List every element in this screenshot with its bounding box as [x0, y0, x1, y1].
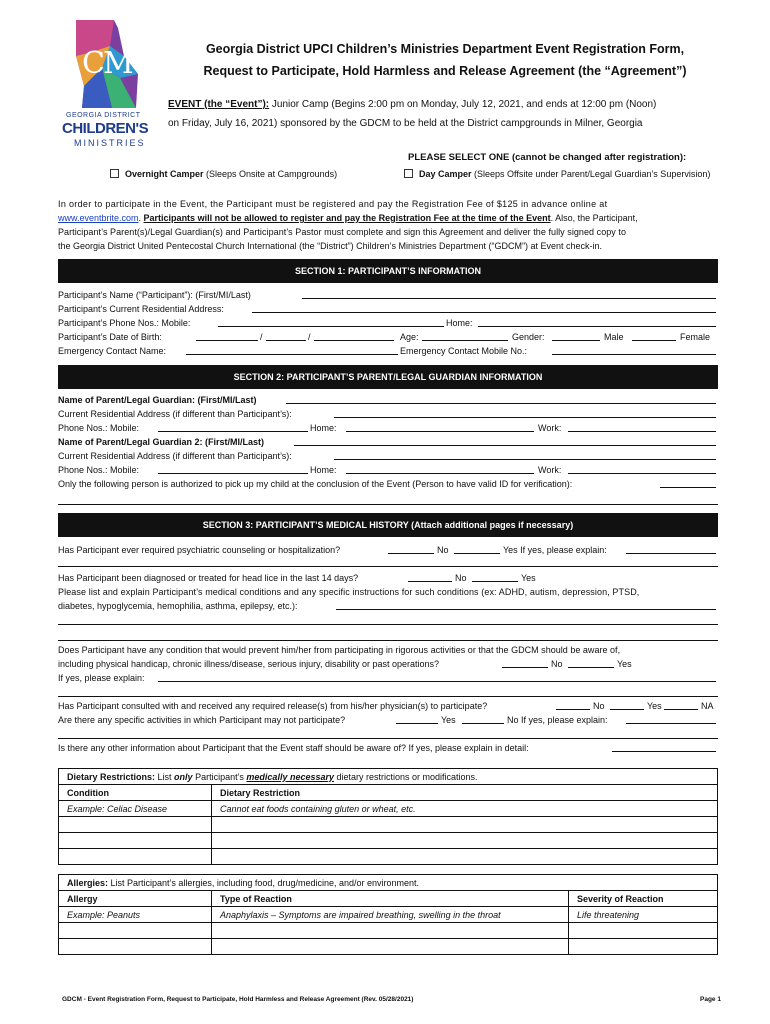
q-conditions-field[interactable]	[336, 609, 716, 610]
q-rigorous-no: No	[551, 659, 563, 669]
male-label: Male	[604, 332, 624, 342]
logo-line3: MINISTRIES	[74, 138, 146, 148]
male-field[interactable]	[552, 340, 600, 341]
day-label: Day Camper	[419, 169, 472, 179]
allergies-label: Allergies:	[67, 877, 109, 888]
q-psychiatric: Has Participant ever required psychiatric counseling or hospitalization?	[58, 545, 341, 555]
guardian2-mobile-field[interactable]	[158, 473, 308, 474]
footer-text: GDCM - Event Registration Form, Request to Participate, Hold Harmless and Release Agreement (Rev. 05/28/2021)	[62, 996, 414, 1003]
logo-line1: GEORGIA DISTRICT	[66, 112, 141, 119]
day-checkbox[interactable]	[404, 169, 413, 178]
q-physician-yes-field[interactable]	[610, 709, 644, 710]
q-rigorous-line[interactable]	[58, 696, 718, 697]
allergies-example-severity: Life threatening	[569, 907, 718, 923]
pickup-field-a[interactable]	[660, 487, 716, 488]
guardian1-name-label: Name of Parent/Legal Guardian: (First/MI/Last)	[58, 395, 257, 405]
allergies-cell[interactable]	[212, 939, 569, 955]
dietary-col-restriction: Dietary Restriction	[212, 785, 718, 801]
event-line2: on Friday, July 16, 2021) sponsored by the GDCM to be held at the District campgrounds in Milner, Georgia	[168, 118, 643, 129]
allergies-example-reaction: Anaphylaxis – Symptoms are impaired breathing, swelling in the throat	[212, 907, 569, 923]
logo-line2: CHILDREN'S	[62, 120, 149, 137]
page-number: Page 1	[700, 996, 721, 1003]
dob-month-field[interactable]	[196, 340, 258, 341]
overnight-note: (Sleeps Onsite at Campgrounds)	[203, 169, 338, 179]
intro-line4: the Georgia District United Pentecostal Church International (the “District”) Children’s Ministries Department (“GDCM”) at Event check-in.	[58, 241, 603, 251]
dietary-cell[interactable]	[212, 849, 718, 865]
guardian1-name-field[interactable]	[286, 403, 716, 404]
age-field[interactable]	[422, 340, 508, 341]
q-activities-no: No If yes, please explain:	[507, 715, 608, 725]
dietary-example-condition: Example: Celiac Disease	[59, 801, 212, 817]
guardian1-home-label: Home:	[310, 423, 337, 433]
q-head-lice-yes: Yes	[521, 573, 536, 583]
section2-header: SECTION 2: PARTICIPANT’S PARENT/LEGAL GUARDIAN INFORMATION	[58, 365, 718, 389]
q-conditions-line2: diabetes, hypoglycemia, hemophilia, asthma, epilepsy, etc.):	[58, 601, 298, 611]
select-heading: PLEASE SELECT ONE (cannot be changed after registration):	[408, 152, 687, 163]
guardian1-phone-label: Phone Nos.: Mobile:	[58, 423, 140, 433]
intro-line2-rest: . Also, the Participant,	[550, 213, 638, 223]
dietary-example-restriction: Cannot eat foods containing gluten or wheat, etc.	[212, 801, 718, 817]
q-psychiatric-explain-line[interactable]	[58, 566, 718, 567]
dob-day-field[interactable]	[266, 340, 306, 341]
participant-home-field[interactable]	[478, 326, 716, 327]
q-rigorous-line2: including physical handicap, chronic illness/disease, serious injury, disability or past operations?	[58, 659, 440, 669]
guardian1-work-field[interactable]	[568, 431, 716, 432]
dob-year-field[interactable]	[314, 340, 394, 341]
emergency-mobile-label: Emergency Contact Mobile No.:	[400, 346, 528, 356]
dietary-cell[interactable]	[59, 849, 212, 865]
participant-name-label: Participant’s Name (“Participant”): (First/MI/Last)	[58, 290, 251, 300]
dietary-cell[interactable]	[59, 817, 212, 833]
eventbrite-link[interactable]: www.eventbrite.com	[58, 213, 139, 223]
q-activities-no-field[interactable]	[462, 723, 504, 724]
guardian1-work-label: Work:	[538, 423, 562, 433]
participant-dob-label: Participant’s Date of Birth:	[58, 332, 162, 342]
allergies-header	[59, 875, 718, 891]
guardian2-address-field[interactable]	[334, 459, 716, 460]
guardian2-home-field[interactable]	[346, 473, 534, 474]
q-head-lice-no-field[interactable]	[408, 581, 452, 582]
q-conditions-line1: Please list and explain Participant’s medical conditions and any specific instructions for such conditions (ex: ADHD, autism, depression, PTSD,	[58, 587, 640, 597]
guardian1-address-field[interactable]	[334, 417, 716, 418]
q-physician-na: NA	[701, 701, 714, 711]
q-head-lice: Has Participant been diagnosed or treated for head lice in the last 14 days?	[58, 573, 359, 583]
dietary-table	[58, 768, 718, 865]
q-physician-no-field[interactable]	[556, 709, 590, 710]
allergies-cell[interactable]	[569, 939, 718, 955]
q-other-info-field[interactable]	[612, 751, 716, 752]
event-label: EVENT (the “Event”):	[168, 99, 270, 110]
intro-warning: Participants will not be allowed to register and pay the Registration Fee at the time of the Event	[143, 213, 551, 223]
allergies-cell[interactable]	[59, 923, 212, 939]
q-rigorous-no-field[interactable]	[502, 667, 548, 668]
guardian1-home-field[interactable]	[346, 431, 534, 432]
allergies-col-allergy: Allergy	[59, 891, 212, 907]
q-physician-no: No	[593, 701, 605, 711]
participant-mobile-field[interactable]	[218, 326, 444, 327]
q-physician-na-field[interactable]	[664, 709, 698, 710]
dietary-cell[interactable]	[59, 833, 212, 849]
allergies-col-severity: Severity of Reaction	[569, 891, 718, 907]
dietary-only: only	[174, 771, 193, 782]
guardian1-mobile-field[interactable]	[158, 431, 308, 432]
q-conditions-line-a[interactable]	[58, 624, 718, 625]
event-text1: Junior Camp (Begins 2:00 pm on Monday, July 12, 2021, and ends at 12:00 pm (Noon)	[269, 99, 657, 110]
dietary-label: Dietary Restrictions:	[67, 771, 156, 782]
section3-header: SECTION 3: PARTICIPANT’S MEDICAL HISTORY (Attach additional pages if necessary)	[58, 513, 718, 537]
dietary-medically: medically necessary	[246, 771, 334, 782]
form-title-line1: Georgia District UPCI Children’s Ministries Department Event Registration Form,	[205, 42, 685, 56]
q-activities: Are there any specific activities in which Participant may not participate?	[58, 715, 346, 725]
allergies-cell[interactable]	[569, 923, 718, 939]
guardian2-work-field[interactable]	[568, 473, 716, 474]
q-activities-yes: Yes	[441, 715, 456, 725]
emergency-contact-label: Emergency Contact Name:	[58, 346, 167, 356]
q-rigorous-yes-field[interactable]	[568, 667, 614, 668]
intro-line1: In order to participate in the Event, the Participant must be registered and pay the Registration Fee of $125 in advance online at	[58, 199, 608, 209]
guardian2-name-label: Name of Parent/Legal Guardian 2: (First/MI/Last)	[58, 437, 265, 447]
guardian2-name-field[interactable]	[294, 445, 716, 446]
q-psychiatric-yes: Yes If yes, please explain:	[503, 545, 607, 555]
logo-monogram: CM	[82, 46, 132, 81]
pickup-field-b[interactable]	[58, 504, 718, 505]
guardian2-address-label: Current Residential Address (if different than Participant’s):	[58, 451, 292, 461]
pickup-label: Only the following person is authorized to pick up my child at the conclusion of the Event (Person to have valid ID for verification):	[58, 479, 573, 489]
guardian2-work-label: Work:	[538, 465, 562, 475]
allergies-cell[interactable]	[59, 939, 212, 955]
q-activities-yes-field[interactable]	[396, 723, 438, 724]
q-psychiatric-no: No	[437, 545, 449, 555]
participant-phone-label: Participant’s Phone Nos.: Mobile:	[58, 318, 191, 328]
option-overnight[interactable]	[110, 168, 337, 180]
event-line1	[168, 99, 656, 111]
q-conditions-line-b[interactable]	[58, 640, 718, 641]
q-activities-explain-field[interactable]	[626, 723, 716, 724]
overnight-checkbox[interactable]	[110, 169, 119, 178]
q-rigorous-yes: Yes	[617, 659, 632, 669]
female-label: Female	[680, 332, 711, 342]
q-rigorous-explain: If yes, please explain:	[58, 673, 145, 683]
participant-home-label: Home:	[446, 318, 473, 328]
guardian2-phone-label: Phone Nos.: Mobile:	[58, 465, 140, 475]
q-psychiatric-no-field[interactable]	[388, 553, 434, 554]
q-activities-line[interactable]	[58, 738, 718, 739]
q-rigorous-explain-field[interactable]	[158, 681, 716, 682]
gender-label: Gender:	[512, 332, 545, 342]
dietary-col-condition: Condition	[59, 785, 212, 801]
dietary-text-b: Participant’s	[192, 771, 247, 782]
allergies-table	[58, 874, 718, 955]
intro-line2: www.eventbrite.com. Participants will not be allowed to register and pay the Registration Fee at the time of the Event. Also, the Participant,	[58, 213, 638, 223]
participant-name-field[interactable]	[302, 298, 716, 299]
dietary-text-a: List	[155, 771, 175, 782]
q-other-info: Is there any other information about Participant that the Event staff should be aware of? If yes, please explain in detail:	[58, 743, 529, 753]
emergency-mobile-field[interactable]	[552, 354, 716, 355]
form-title-line2: Request to Participate, Hold Harmless and Release Agreement (the “Agreement”)	[203, 64, 687, 78]
female-field[interactable]	[632, 340, 676, 341]
dietary-text-c: dietary restrictions or modifications.	[333, 771, 478, 782]
dob-sep2: /	[308, 332, 311, 342]
participant-address-field[interactable]	[252, 312, 716, 313]
intro-line3: Participant’s Parent(s)/Legal Guardian(s) and Participant’s Pastor must complete and sign this Agreement and deliver the fully signed copy to	[58, 227, 627, 237]
dietary-cell[interactable]	[212, 817, 718, 833]
day-note: (Sleeps Offsite under Parent/Legal Guardian’s Supervision)	[471, 169, 711, 179]
dietary-header	[59, 769, 718, 785]
option-day[interactable]	[404, 168, 710, 180]
allergies-text: List Participant’s allergies, including food, drug/medicine, and/or environment.	[108, 877, 420, 888]
q-physician-yes: Yes	[647, 701, 662, 711]
guardian2-home-label: Home:	[310, 465, 337, 475]
participant-address-label: Participant’s Current Residential Address:	[58, 304, 224, 314]
dob-sep1: /	[260, 332, 263, 342]
q-head-lice-yes-field[interactable]	[472, 581, 518, 582]
allergies-example-allergy: Example: Peanuts	[59, 907, 212, 923]
q-psychiatric-yes-field[interactable]	[454, 553, 500, 554]
q-head-lice-no: No	[455, 573, 467, 583]
guardian1-address-label: Current Residential Address (if different than Participant’s):	[58, 409, 292, 419]
overnight-label: Overnight Camper	[125, 169, 204, 179]
q-psychiatric-explain-field[interactable]	[626, 553, 716, 554]
dietary-cell[interactable]	[212, 833, 718, 849]
allergies-cell[interactable]	[212, 923, 569, 939]
q-rigorous-line1: Does Participant have any condition that would prevent him/her from participating in rigorous activities or that the GDCM should be aware of,	[58, 645, 621, 655]
age-label: Age:	[400, 332, 419, 342]
section1-header: SECTION 1: PARTICIPANT’S INFORMATION	[58, 259, 718, 283]
q-physician: Has Participant consulted with and received any required release(s) from his/her physician(s) to participate?	[58, 701, 488, 711]
allergies-col-reaction: Type of Reaction	[212, 891, 569, 907]
emergency-contact-field[interactable]	[186, 354, 398, 355]
